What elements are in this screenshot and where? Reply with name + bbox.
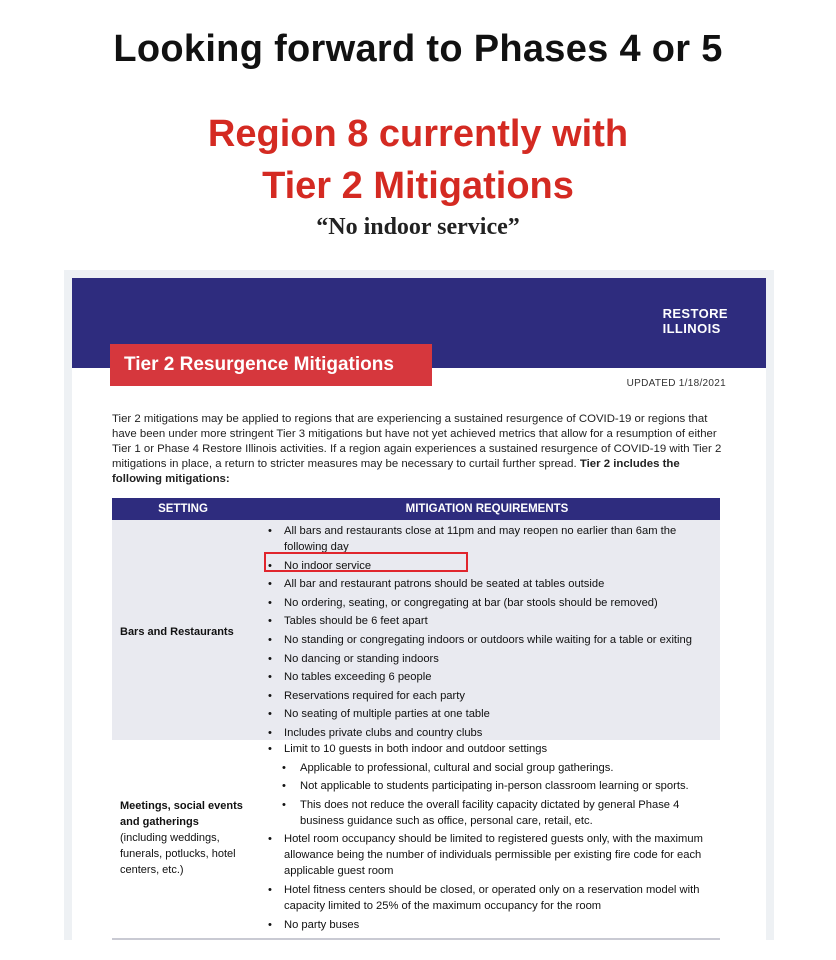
setting-gatherings-label: Meetings, social events and gatherings (120, 800, 243, 828)
updated-date: UPDATED 1/18/2021 (626, 378, 726, 389)
setting-bars-label: Bars and Restaurants (120, 626, 234, 638)
setting-gatherings (120, 798, 248, 878)
table-row-bars (112, 520, 720, 740)
table-bottom-rule (112, 938, 720, 940)
list-item: • No tables exceeding 6 people (262, 669, 714, 685)
list-item: • All bar and restaurant patrons should be seated at tables outside (262, 576, 714, 592)
document-title: Tier 2 Resurgence Mitigations (110, 344, 432, 386)
headline-region-status (0, 108, 836, 212)
list-item-highlighted: • No indoor service (262, 558, 714, 574)
restore-illinois-logo (663, 306, 728, 336)
headline-quote: “No indoor service” (316, 214, 520, 240)
list-item: • No ordering, seating, or congregating at bar (bar stools should be removed) (262, 595, 714, 611)
list-item: • All bars and restaurants close at 11pm and may reopen no earlier than 6am the following day (262, 523, 714, 555)
table-header (112, 498, 720, 520)
header-requirements: MITIGATION REQUIREMENTS (405, 503, 569, 515)
setting-gatherings-note: (including weddings, funerals, potlucks, hotel centers, etc.) (120, 832, 236, 876)
headline-tier-line: Tier 2 Mitigations (262, 165, 574, 207)
brand-line-2: ILLINOIS (662, 321, 721, 336)
list-item: • No dancing or standing indoors (262, 651, 714, 667)
setting-bars (120, 624, 234, 640)
list-item: • Reservations required for each party (262, 688, 714, 704)
list-subitem: • This does not reduce the overall facility capacity dictated by general Phase 4 business guidance such as office, personal care, retail, etc. (262, 797, 714, 829)
headline-title: Looking forward to Phases 4 or 5 (113, 28, 723, 70)
list-item: • Limit to 10 guests in both indoor and outdoor settings (262, 741, 714, 757)
list-item: • Hotel fitness centers should be closed, or operated only on a reservation model with capacity limited to 25% of the maximum occupancy for the room (262, 882, 714, 914)
brand-line-1: RESTORE (662, 306, 728, 321)
list-item: • No standing or congregating indoors or outdoors while waiting for a table or exiting (262, 632, 714, 648)
headline-region-line: Region 8 currently with (207, 113, 629, 155)
header-setting: SETTING (158, 503, 208, 515)
list-item: • No seating of multiple parties at one table (262, 706, 714, 722)
intro-paragraph (112, 412, 726, 487)
intro-text: Tier 2 mitigations may be applied to regions that are experiencing a sustained resurgence of COVID-19 or regions that have been under more stringent Tier 3 mitigations but have not yet achieved metrics that allow for a resumption of either Tier 1 or Phase 4 Restore Illinois activities. If a region again experiences a sustained resurgence of COVID-19 with Tier 2 mitigations in place, a return to stricter measures may be necessary to curtail further spread. (112, 413, 722, 470)
document-image (64, 270, 774, 940)
mitigation-table (112, 498, 720, 938)
table-row-gatherings (112, 740, 720, 938)
requirements-gatherings (262, 741, 714, 935)
list-item: • No party buses (262, 917, 714, 933)
red-highlight-box (264, 552, 468, 572)
list-item: • Tables should be 6 feet apart (262, 613, 714, 629)
list-subitem: • Applicable to professional, cultural and social group gatherings. (262, 760, 714, 776)
list-item: • Hotel room occupancy should be limited to registered guests only, with the maximum allowance being the number of individuals permissible per existing fire code for each applicable guest room (262, 831, 714, 879)
list-item: • Includes private clubs and country clubs (262, 725, 714, 741)
document-page (72, 278, 766, 940)
list-subitem: • Not applicable to students participating in-person classroom learning or sports. (262, 778, 714, 794)
intro-bold: Tier 2 includes the following mitigations: (112, 458, 680, 485)
